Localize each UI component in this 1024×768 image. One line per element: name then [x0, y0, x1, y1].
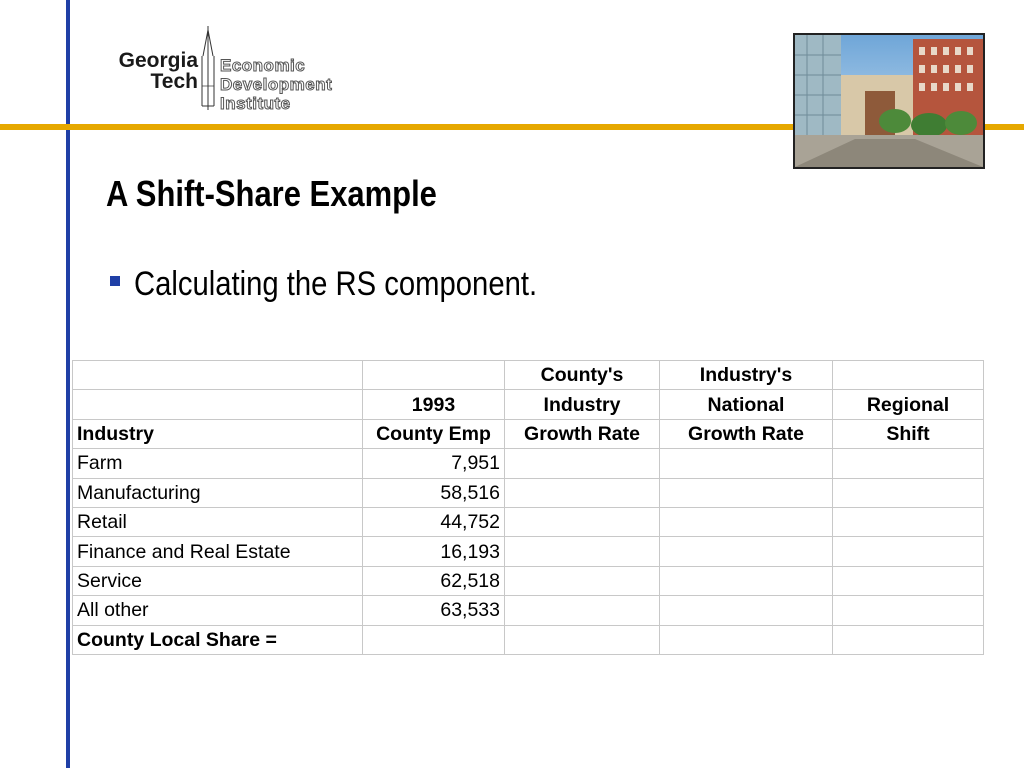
header-cell: Industry	[505, 390, 660, 419]
georgia-tech-edi-logo	[86, 26, 386, 113]
header-cell	[833, 361, 984, 390]
bullet-text: Calculating the RS component.	[134, 265, 538, 303]
logo-dept-line-2: Development	[220, 75, 333, 94]
local-share-label: County Local Share =	[73, 625, 363, 654]
square-bullet-icon	[110, 276, 120, 286]
industry-cell: Retail	[73, 507, 363, 536]
empty-cell	[660, 596, 833, 625]
header-cell: Regional	[833, 390, 984, 419]
empty-cell	[505, 625, 660, 654]
table-row	[73, 596, 984, 625]
header-cell: Industry's	[660, 361, 833, 390]
header-cell	[73, 361, 363, 390]
empty-cell	[660, 566, 833, 595]
header-cell: 1993	[363, 390, 505, 419]
header-cell: County's	[505, 361, 660, 390]
logo-wordmark	[86, 50, 198, 92]
header-cell: Shift	[833, 419, 984, 448]
empty-cell	[505, 566, 660, 595]
empty-cell	[505, 478, 660, 507]
logo-line-tech: Tech	[150, 70, 198, 93]
left-accent-rule	[66, 0, 70, 768]
empty-cell	[833, 625, 984, 654]
shift-share-table	[72, 360, 984, 655]
empty-cell	[660, 449, 833, 478]
header-cell: Growth Rate	[660, 419, 833, 448]
empty-cell	[505, 449, 660, 478]
employment-cell: 7,951	[363, 449, 505, 478]
header-row-1	[73, 361, 984, 390]
table-row	[73, 537, 984, 566]
logo-dept-line-1: Economic	[220, 56, 306, 75]
empty-cell	[363, 625, 505, 654]
bullet-item	[110, 262, 603, 306]
table-row	[73, 566, 984, 595]
header-row-3	[73, 419, 984, 448]
empty-cell	[833, 478, 984, 507]
empty-cell	[833, 596, 984, 625]
header-cell: Industry	[73, 419, 363, 448]
empty-cell	[505, 537, 660, 566]
tech-tower-icon	[200, 26, 216, 110]
header-cell	[363, 361, 505, 390]
table-row	[73, 449, 984, 478]
empty-cell	[660, 507, 833, 536]
empty-cell	[833, 449, 984, 478]
table-row	[73, 478, 984, 507]
employment-cell: 16,193	[363, 537, 505, 566]
industry-cell: All other	[73, 596, 363, 625]
header-row-2	[73, 390, 984, 419]
empty-cell	[833, 507, 984, 536]
employment-cell: 44,752	[363, 507, 505, 536]
header-cell: National	[660, 390, 833, 419]
industry-cell: Manufacturing	[73, 478, 363, 507]
industry-cell: Finance and Real Estate	[73, 537, 363, 566]
footer-row	[73, 625, 984, 654]
empty-cell	[833, 566, 984, 595]
table-row	[73, 507, 984, 536]
employment-cell: 63,533	[363, 596, 505, 625]
empty-cell	[660, 478, 833, 507]
employment-cell: 62,518	[363, 566, 505, 595]
empty-cell	[660, 537, 833, 566]
employment-cell: 58,516	[363, 478, 505, 507]
empty-cell	[660, 625, 833, 654]
header-cell	[73, 390, 363, 419]
logo-department	[220, 56, 332, 113]
building-photo-image	[795, 35, 983, 167]
logo-line-georgia: Georgia	[118, 49, 198, 72]
empty-cell	[833, 537, 984, 566]
header-cell: County Emp	[363, 419, 505, 448]
campus-building-photo	[793, 33, 985, 169]
empty-cell	[505, 507, 660, 536]
header-cell: Growth Rate	[505, 419, 660, 448]
logo-dept-line-3: Institute	[220, 94, 291, 113]
industry-cell: Service	[73, 566, 363, 595]
empty-cell	[505, 596, 660, 625]
slide-title: A Shift-Share Example	[106, 173, 437, 214]
industry-cell: Farm	[73, 449, 363, 478]
